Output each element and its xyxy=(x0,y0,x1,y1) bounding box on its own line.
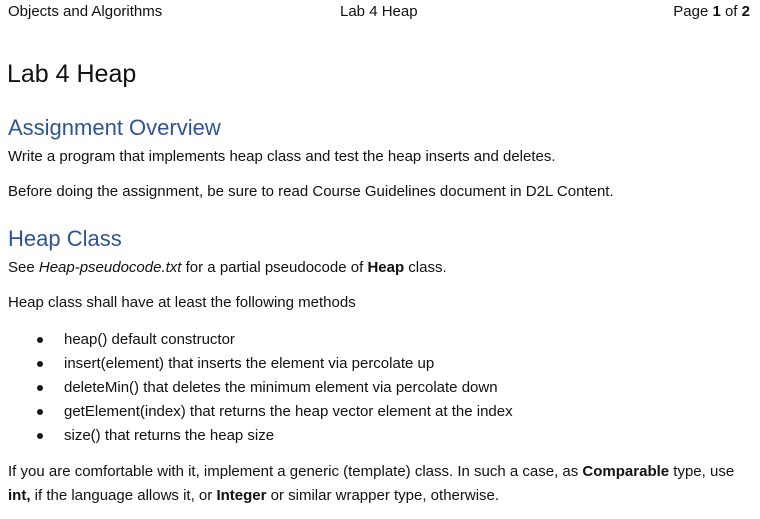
generic-text-1: If you are comfortable with it, implement a generic (template) class. In such a case, as xyxy=(8,463,583,480)
comparable-term: Comparable xyxy=(582,463,670,480)
page-total: 2 xyxy=(741,3,750,20)
header-lab-title: Lab 4 Heap xyxy=(340,3,418,20)
method-text: insert(element) that inserts the element via percolate up xyxy=(64,355,435,372)
generic-text-3: if the language allows it, or xyxy=(30,487,217,504)
see-prefix: See xyxy=(8,259,39,276)
generic-class-paragraph xyxy=(8,460,748,508)
method-text: heap() default constructor xyxy=(64,331,235,348)
method-text: getElement(index) that returns the heap vector element at the index xyxy=(64,403,513,420)
bullet-icon xyxy=(37,433,43,439)
bullet-icon xyxy=(37,409,43,415)
see-suffix: class. xyxy=(404,259,447,276)
page-indicator xyxy=(673,3,750,20)
method-text: deleteMin() that deletes the minimum element via percolate down xyxy=(64,379,498,396)
course-name: Objects and Algorithms xyxy=(8,3,163,20)
document-title: Lab 4 Heap xyxy=(7,60,137,88)
int-term: int, xyxy=(8,487,31,504)
bullet-icon xyxy=(37,337,43,343)
method-text: size() that returns the heap size xyxy=(64,427,275,444)
overview-paragraph-2: Before doing the assignment, be sure to read Course Guidelines document in D2L Content. xyxy=(8,183,614,200)
bullet-icon xyxy=(37,385,43,391)
bullet-icon xyxy=(37,361,43,367)
pseudocode-filename: Heap-pseudocode.txt xyxy=(38,259,182,276)
overview-paragraph-1: Write a program that implements heap class and test the heap inserts and deletes. xyxy=(8,148,556,165)
heap-class-heading: Heap Class xyxy=(8,226,122,251)
methods-intro: Heap class shall have at least the following methods xyxy=(8,294,356,311)
overview-heading: Assignment Overview xyxy=(8,115,221,140)
generic-text-2: type, use xyxy=(669,463,735,480)
generic-text-4: or similar wrapper type, otherwise. xyxy=(266,487,500,504)
integer-term: Integer xyxy=(216,487,267,504)
page-prefix: Page xyxy=(673,3,713,20)
see-middle: for a partial pseudocode of xyxy=(181,259,368,276)
page-of: of xyxy=(720,3,742,20)
page-header xyxy=(8,3,750,23)
heap-class-see-paragraph xyxy=(8,258,447,278)
page-number: 1 xyxy=(712,3,721,20)
heap-class-name: Heap xyxy=(367,259,405,276)
